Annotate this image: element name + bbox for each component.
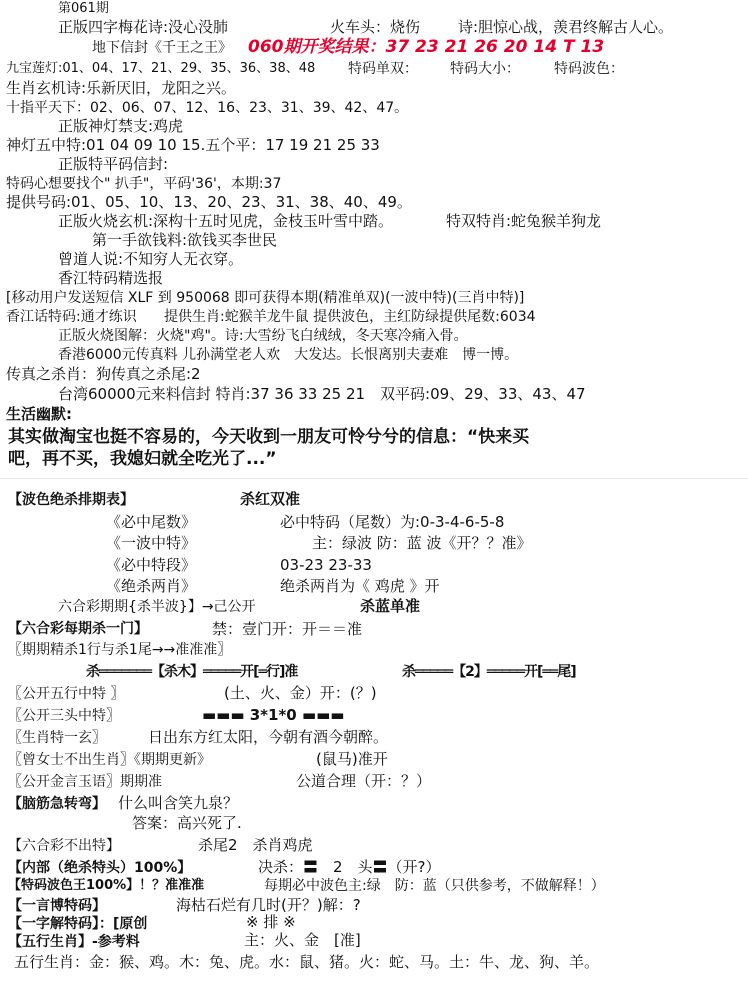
three-head-label: 〖公开三头中特〗 — [8, 708, 120, 724]
poem-body: 诗:胆惊心战，羡君终解古人心。 — [458, 18, 674, 36]
golden-words-value: 公道合理（开：？） — [296, 772, 432, 790]
hongkong-fax: 香港6000元传真料 儿孙满堂老人欢 大发达。长恨离别夫妻难 博一博。 — [58, 347, 519, 363]
section-divider — [0, 478, 748, 479]
xiangjiang-title: 香江特码精选报 — [58, 269, 164, 287]
special-size: 特码大小： — [450, 61, 520, 77]
sms-notice: [移动用户发送短信 XLF 到 950068 即可获得本期(精准单双)(一波中特)(三肖中特)] — [6, 290, 525, 306]
ms-zeng-value: (鼠马)准开 — [316, 750, 388, 768]
no-special-value: 杀尾2 杀肖鸡虎 — [198, 836, 313, 854]
period-number: 第061期 — [58, 1, 109, 16]
must-segment-value: 03-23 23-33 — [280, 556, 372, 574]
flat-envelope: 正版特平码信封: — [58, 155, 169, 173]
riddle-title: 【脑筋急转弯】 — [8, 796, 106, 812]
zodiac-mystery-value: 日出东方红太阳，今朝有酒今朝醉。 — [148, 728, 389, 746]
ten-fingers: 十指平天下：02、06、07、12、16、23、31、39、42、47。 — [6, 100, 409, 116]
special-odd-even: 特码单双： — [348, 61, 418, 77]
kill-gate-value: 禁：壹门开：开＝＝准 — [212, 620, 363, 638]
zodiac-mystery-label: 〖生肖特一玄〗 — [8, 730, 106, 746]
golden-words-label: 〖公开金言玉语〗期期准 — [8, 774, 162, 790]
five-element-value: (土、火、金）开：(？) — [224, 684, 377, 702]
must-segment-label: 《必中特段》 — [106, 556, 197, 574]
kill-red: 杀红双准 — [240, 490, 301, 508]
zodiac-poem: 生肖玄机诗:乐新厌旧，龙阳之兴。 — [6, 79, 237, 97]
fire-diagram: 正版火烧图解：火烧"鸡"。诗:大雪纷飞白绒绒，冬天寒冷痛入骨。 — [58, 328, 468, 344]
kill-two-label: 《绝杀两肖》 — [106, 577, 197, 595]
joke-line-2: 吧，再不买，我媳妇就全吃光了...” — [8, 449, 277, 469]
lamp-five: 神灯五中特:01 04 09 10 15.五个平：17 19 21 25 33 — [6, 136, 380, 154]
one-char-label: 【一字解特码】：[原创 — [8, 916, 148, 932]
color-king-value: 每期必中波色主:绿 防：蓝（只供参考，不做解释！） — [264, 878, 605, 894]
one-char-value: ※ 排 ※ — [246, 913, 296, 931]
kill-gate-title: 【六合彩每期杀一门】 — [8, 621, 148, 637]
kill-blue: 杀蓝单准 — [360, 597, 421, 615]
must-tail-label: 《必中尾数》 — [106, 513, 197, 531]
one-wave-label: 《一波中特》 — [106, 534, 197, 552]
taiwan-envelope: 台湾60000元来料信封 特肖:37 36 33 25 21 双平码:09、29、33、43、47 — [58, 385, 586, 403]
must-tail-value: 必中特码（尾数）为:0-3-4-6-5-8 — [280, 513, 505, 531]
one-word-label: 【一言博特码】 — [8, 898, 106, 914]
xianghua-b: 提供生肖:蛇猴羊龙牛鼠 提供波色，主红防绿提供尾数:6034 — [164, 309, 536, 325]
ms-zeng-label: 〖曾女士不出生肖〗《期期更新》 — [8, 752, 211, 768]
inside-kill-value: 决杀：〓 2 头〓（开?） — [258, 858, 441, 876]
five-zodiac-value: 主：火、金 [准] — [244, 931, 361, 949]
special-wish: 特码心想要找个" 扒手"，平码'36'，本期:37 — [6, 176, 282, 192]
jiubao-lamp: 九宝莲灯:01、04、17、21、29、35、36、38、48 — [6, 61, 316, 76]
kill-element-row: 杀═══════【杀木】═════开[═行]准 — [86, 664, 298, 680]
underground-envelope: 地下信封《千王之王》 — [92, 40, 232, 56]
lamp-ban: 正版神灯禁支:鸡虎 — [58, 117, 184, 135]
three-head-value: ▬▬▬ 3*1*0 ▬▬▬ — [202, 706, 345, 724]
riddle-question: 什么叫含笑九泉？ — [118, 794, 239, 812]
zeng-daoren: 曾道人说:不知穷人无衣穿。 — [58, 250, 244, 268]
color-kill-title: 【波色绝杀排期表】 — [8, 492, 134, 508]
humor-title: 生活幽默: — [6, 405, 72, 423]
five-zodiac-label: 【五行生肖】-参考料 — [8, 934, 140, 950]
precise-kill: 〖期期精杀1行与杀1尾→→准准准〗 — [8, 642, 232, 658]
poem-head: 正版四字梅花诗:没心没肺 — [58, 18, 229, 36]
kill-two-value: 绝杀两肖为《 鸡虎 》开 — [280, 577, 440, 595]
one-wave-value: 主：绿波 防：蓝 波《开？？准》 — [312, 534, 532, 552]
double-zodiac: 特双特肖:蛇兔猴羊狗龙 — [446, 212, 602, 230]
no-special-label: 【六合彩不出特】 — [8, 838, 120, 854]
train-head: 火车头：烧伤 — [330, 18, 421, 36]
one-word-value: 海枯石烂有几时(开？)解：? — [176, 896, 361, 914]
fax-kill: 传真之杀肖：狗传真之杀尾:2 — [6, 365, 201, 383]
joke-line-1: 其实做淘宝也挺不容易的，今天收到一朋友可怜兮兮的信息：“快来买 — [8, 427, 530, 447]
inside-kill-label: 【内部（绝杀特头）100%】 — [8, 860, 192, 876]
color-king-label: 【特码波色王100%】！？准准准 — [8, 878, 205, 893]
five-element-list: 五行生肖：金：猴、鸡。木：兔、虎。水：鼠、猪。火：蛇、马。土：牛、龙、狗、羊。 — [14, 953, 600, 971]
kill-tail-row: 杀═════【2】═════开[══尾] — [402, 664, 576, 680]
five-element-label: 〖公开五行中特 〗 — [8, 686, 125, 702]
fire-mystery: 正版火烧玄机:深构十五时见虎，金枝玉叶雪中踏。 — [58, 212, 394, 230]
draw-result: 060期开奖结果：37 23 21 26 20 14 T 13 — [248, 37, 605, 57]
first-hand: 第一手欲钱料:欲钱买李世民 — [92, 231, 278, 249]
half-wave: 六合彩期期{杀半波}】→己公开 — [58, 599, 256, 615]
special-color: 特码波色： — [554, 61, 624, 77]
provided-numbers: 提供号码:01、05、10、13、20、23、31、38、40、49。 — [6, 193, 412, 211]
xianghua-a: 香江话特码:通才练识 — [6, 309, 137, 325]
riddle-answer: 答案：高兴死了. — [132, 814, 242, 832]
